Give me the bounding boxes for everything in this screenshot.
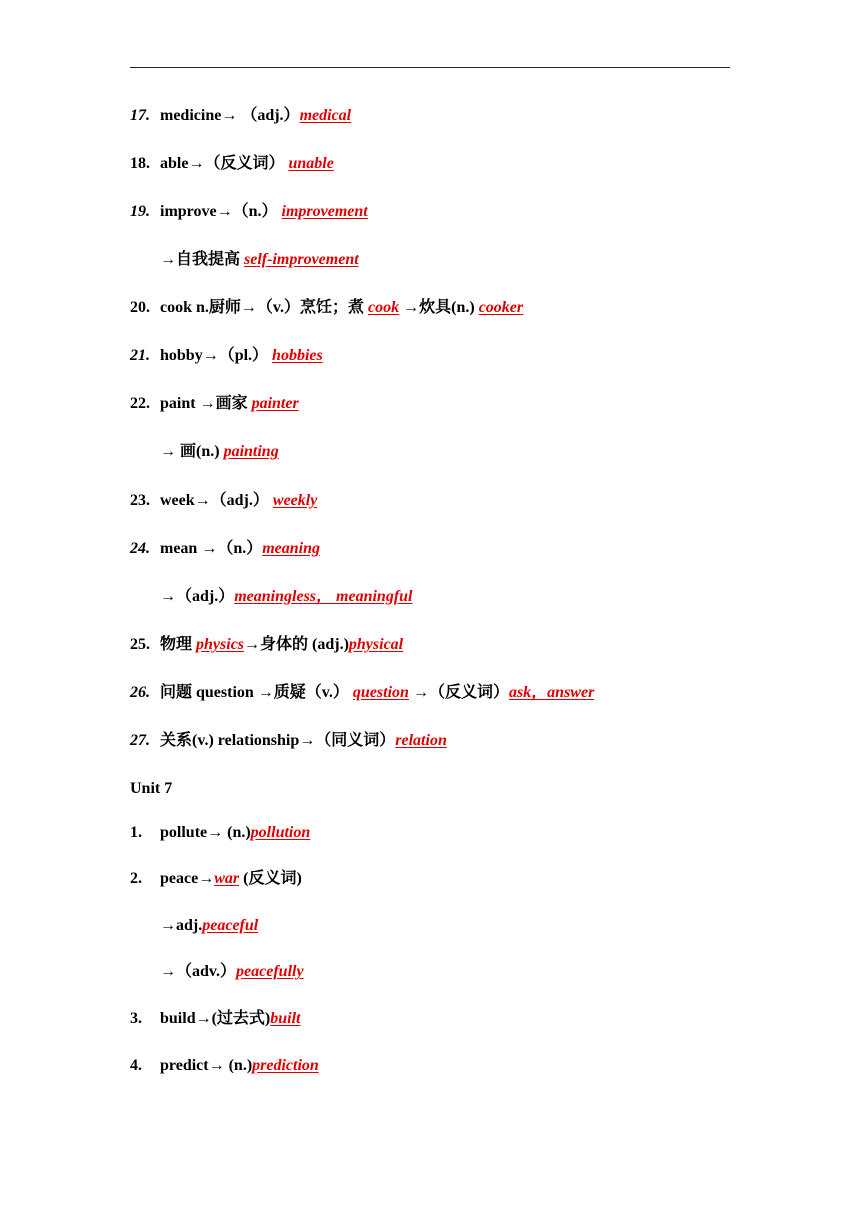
list-item xyxy=(130,869,302,889)
list-item xyxy=(130,539,320,559)
answer-text: medical xyxy=(299,107,352,124)
item-prompt: →adj. xyxy=(160,917,203,934)
item-number: 27. xyxy=(130,732,150,749)
item-prompt: week→（adj.） xyxy=(160,492,273,509)
item-prompt: →（adj.） xyxy=(160,588,235,605)
answer-text: painting xyxy=(223,443,279,460)
item-number: 23. xyxy=(130,492,150,509)
answer-text: ask，answer xyxy=(508,684,595,701)
item-prompt: predict→ (n.) xyxy=(160,1057,253,1074)
answer-text: pollution xyxy=(250,824,311,841)
answer-text: weekly xyxy=(272,492,318,509)
answer-text: question xyxy=(352,684,409,701)
answer-text: relation xyxy=(395,732,447,749)
item-number: 26. xyxy=(130,684,150,701)
item-number: 19. xyxy=(130,203,150,220)
list-item xyxy=(130,1009,300,1029)
answer-text: prediction xyxy=(252,1057,319,1074)
list-item xyxy=(130,823,310,843)
list-item xyxy=(160,250,359,270)
item-prompt: cook n.厨师→（v.）烹饪；煮 xyxy=(160,299,369,316)
answer-text: built xyxy=(270,1010,301,1027)
answer-text: physical xyxy=(348,636,404,653)
list-item xyxy=(130,202,368,222)
list-item xyxy=(160,587,413,607)
list-item xyxy=(130,346,323,366)
item-prompt-continued: →（反义词） xyxy=(408,684,509,701)
item-prompt: →自我提高 xyxy=(160,251,245,268)
list-item xyxy=(130,491,317,511)
list-item xyxy=(160,442,279,462)
answer-text: meaning xyxy=(262,540,321,557)
item-prompt: hobby→（pl.） xyxy=(160,347,273,364)
answer-text: improvement xyxy=(281,203,368,220)
item-number: 18. xyxy=(130,155,150,172)
item-prompt: 问题 question →质疑（v.） xyxy=(160,684,353,701)
list-item xyxy=(130,683,594,703)
list-item xyxy=(130,298,523,318)
list-item xyxy=(130,394,299,414)
item-prompt: medicine→ （adj.） xyxy=(160,107,300,124)
section-title: Unit 7 xyxy=(130,780,173,797)
list-item xyxy=(160,962,304,982)
item-prompt: build→(过去式) xyxy=(160,1010,271,1027)
item-number: 25. xyxy=(130,636,150,653)
answer-text: painter xyxy=(251,395,299,412)
answer-text: cooker xyxy=(478,299,524,316)
list-item xyxy=(130,635,403,655)
list-item xyxy=(130,154,334,174)
answer-text: physics xyxy=(196,636,245,653)
item-prompt: paint →画家 xyxy=(160,395,252,412)
item-prompt: 关系(v.) relationship→（同义词） xyxy=(160,732,396,749)
answer-text: war xyxy=(214,870,240,887)
item-prompt: →（adv.） xyxy=(160,963,237,980)
item-number: 3. xyxy=(130,1010,142,1027)
answer-text: self-improvement xyxy=(244,251,359,268)
answer-text: peaceful xyxy=(202,917,259,934)
item-prompt: improve→（n.） xyxy=(160,203,282,220)
item-prompt: 物理 xyxy=(160,636,197,653)
list-item xyxy=(130,731,447,751)
item-prompt-continued: (反义词) xyxy=(239,870,302,887)
answer-text: cook xyxy=(368,299,400,316)
answer-text: hobbies xyxy=(272,347,323,364)
item-number: 20. xyxy=(130,299,150,316)
item-number: 17. xyxy=(130,107,150,124)
answer-text: unable xyxy=(288,155,334,172)
answer-text: peacefully xyxy=(236,963,304,980)
list-item xyxy=(160,916,258,936)
item-prompt: → 画(n.) xyxy=(160,443,224,460)
item-prompt: pollute→ (n.) xyxy=(160,824,251,841)
item-prompt-continued: →身体的 (adj.) xyxy=(244,636,349,653)
item-prompt-continued: →炊具(n.) xyxy=(399,299,479,316)
item-number: 4. xyxy=(130,1057,142,1074)
item-prompt: mean →（n.） xyxy=(160,540,263,557)
item-number: 22. xyxy=(130,395,150,412)
item-number: 2. xyxy=(130,870,142,887)
item-prompt: peace→ xyxy=(160,870,215,887)
item-number: 1. xyxy=(130,824,142,841)
list-item xyxy=(130,1056,319,1076)
answer-text: meaningless， meaningful xyxy=(234,588,413,605)
item-number: 24. xyxy=(130,540,150,557)
item-prompt: able→（反义词） xyxy=(160,155,289,172)
list-item xyxy=(130,106,351,126)
item-number: 21. xyxy=(130,347,150,364)
header-rule xyxy=(130,67,730,68)
